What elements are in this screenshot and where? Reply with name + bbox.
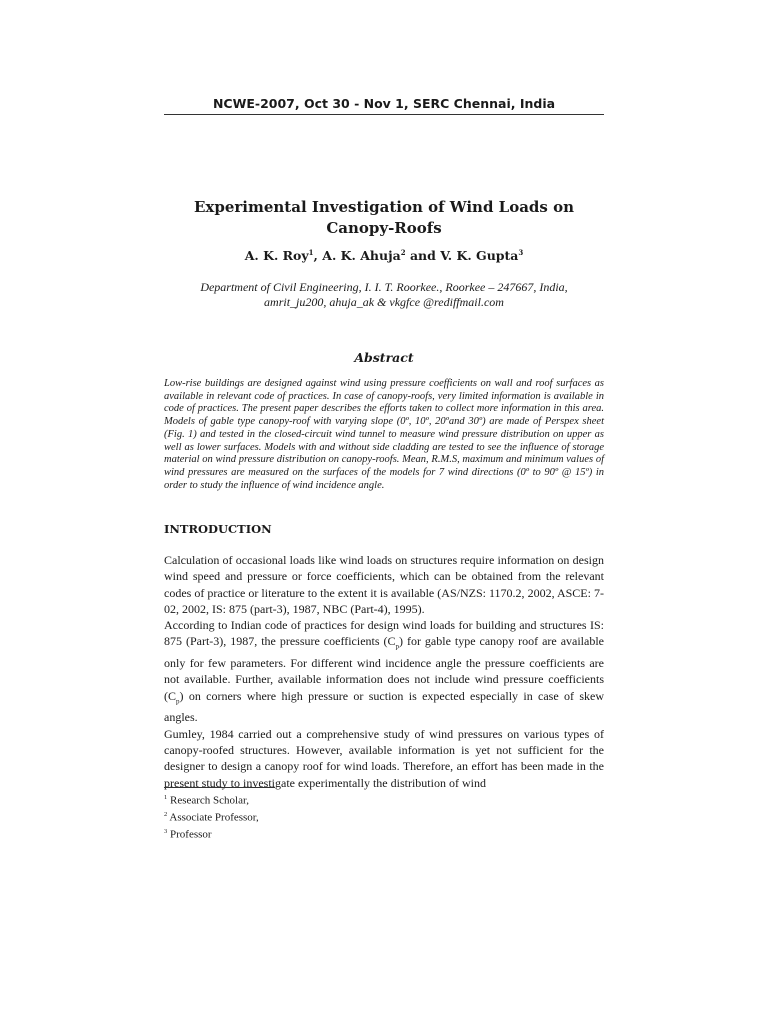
footnote-text: Professor xyxy=(167,828,212,841)
footnote xyxy=(164,808,464,825)
cp-subscript: p xyxy=(395,642,400,651)
author-name: A. K. Roy xyxy=(244,248,309,264)
paragraph-2-part-a: According to Indian code of practices for design wind loads for building and structures IS: 875 (Part-3), 1987, the pressure coefficients (C xyxy=(164,618,604,649)
abstract-text: Low-rise buildings are designed against wind using pressure coefficients on wall and roof surfaces as available in relevant code of practices. In case of canopy-roofs, very limited information is available in code of practices. The present paper describes the efforts taken to collect more information in this area. Models of gable type canopy-roof with varying slope (0º, 10º, 20ºand 30º) are made of Perspex sheet (Fig. 1) and tested in the closed-circuit wind tunnel to measure wind pressure distribution on upper as well as lower surfaces. Models with and without side cladding are tested to see the influence of storage material on wind pressure distribution on canopy-roofs. Mean, R.M.S, maximum and minimum values of wind pressures are measured on the surfaces of the models for 7 wind directions (0º to 90º @ 15º) in order to study the influence of wind incidence angle. xyxy=(164,378,604,491)
footnote xyxy=(164,825,464,842)
paper-title xyxy=(164,197,604,239)
introduction-heading: INTRODUCTION xyxy=(164,522,272,536)
cp-subscript: p xyxy=(176,697,180,706)
footnote xyxy=(164,791,464,808)
header-rule xyxy=(164,114,604,115)
paragraph-3: Gumley, 1984 carried out a comprehensive study of wind pressures on various types of canopy-roofed structures. However, available information is yet not sufficient for the designer to design a canopy roof for wind loads. Therefore, an effort has been made in the present study to investigate experimentally the distribution of wind xyxy=(164,726,604,790)
footnote-mark: 2 xyxy=(164,811,168,819)
footnote-rule xyxy=(164,787,275,788)
author-separator: and xyxy=(405,248,441,264)
paragraph-2-part-b: ) for gable type canopy roof are available only for few parameters. For different wind incidence angle the pressure coefficients are not available. Further, available information does not include wind pressure coefficients (C xyxy=(164,634,605,703)
introduction-body xyxy=(164,552,604,791)
author-list xyxy=(164,248,604,263)
paragraph-2-part-c: ) on corners where high pressure or suction is expected especially in case of skew angles. xyxy=(164,688,604,725)
title-line-2: Canopy-Roofs xyxy=(326,219,442,237)
author-mark: 3 xyxy=(518,248,524,257)
author-mark: 1 xyxy=(308,248,314,257)
affiliation: Department of Civil Engineering, I. I. T. Roorkee., Roorkee – 247667, India, xyxy=(200,280,568,294)
conference-header: NCWE-2007, Oct 30 - Nov 1, SERC Chennai, India xyxy=(212,96,556,111)
author-emails: amrit_ju200, ahuja_ak & vkgfce @rediffmail.com xyxy=(264,295,504,309)
author-name: V. K. Gupta xyxy=(440,248,519,264)
footnotes xyxy=(164,791,464,842)
paragraph-1: Calculation of occasional loads like wind loads on structures require information on design wind speed and pressure or force coefficients, which can be obtained from the relevant codes of practice or literature to the extent it is available (AS/NZS: 1170.2, 2002, ASCE: 7-02, 2002, IS: 875 (part-3), 1987, NBC (Part-4), 1995). xyxy=(164,553,604,616)
abstract-heading: Abstract xyxy=(354,350,414,365)
affiliation-block xyxy=(164,280,604,310)
paragraph-2 xyxy=(164,617,604,726)
footnote-mark: 3 xyxy=(164,828,168,836)
author-name: A. K. Ahuja xyxy=(322,248,401,264)
footnote-text: Associate Professor, xyxy=(167,811,259,824)
author-mark: 2 xyxy=(400,248,406,257)
footnote-text: Research Scholar, xyxy=(167,794,249,807)
title-line-1: Experimental Investigation of Wind Loads on xyxy=(193,198,575,216)
author-separator: , xyxy=(313,248,323,264)
footnote-mark: 1 xyxy=(164,794,168,801)
